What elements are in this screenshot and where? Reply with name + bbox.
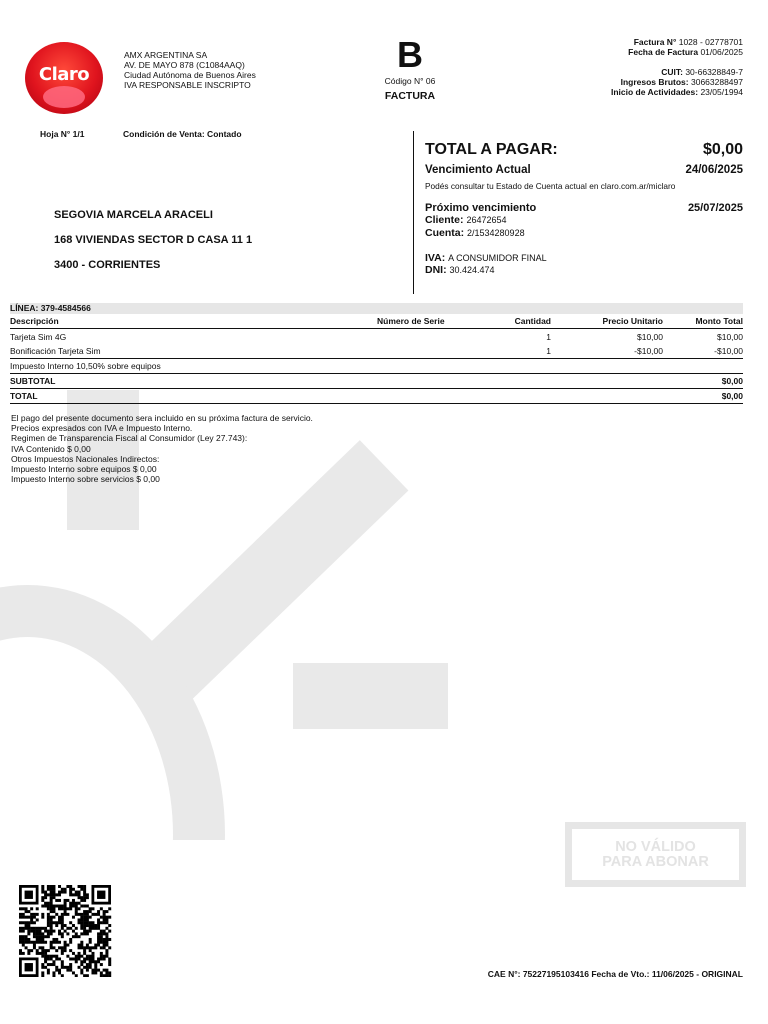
sale-condition: Condición de Venta: Contado — [123, 129, 242, 139]
customer-name: SEGOVIA MARCELA ARACELI — [54, 209, 213, 221]
line-number: LÍNEA: 379-4584566 — [10, 303, 743, 314]
iva-label: IVA: — [425, 252, 446, 264]
note-line: El pago del presente documento sera incluido en su próxima factura de servicio. — [11, 413, 313, 423]
invoice-letter: B — [397, 34, 423, 75]
row-total: $10,00 — [717, 331, 743, 342]
subtotal-row — [10, 374, 743, 389]
invoice-type: FACTURA — [384, 90, 436, 102]
dni-value: 30.424.474 — [449, 265, 495, 275]
cae-footer: CAE N°: 75227195103416 Fecha de Vto.: 11/06/2025 - ORIGINAL — [487, 969, 743, 979]
row-description: Bonificación Tarjeta Sim — [10, 346, 101, 356]
note-line: Impuesto Interno sobre servicios $ 0,00 — [11, 474, 160, 485]
iva-value: A CONSUMIDOR FINAL — [448, 253, 547, 263]
inicio-label: Inicio de Actividades: — [611, 87, 699, 97]
client-label: Cliente: — [425, 214, 464, 226]
customer-address: 168 VIVIENDAS SECTOR D CASA 11 1 — [54, 234, 253, 246]
issuer-name: AMX ARGENTINA SA — [124, 50, 208, 60]
fecha-label: Fecha de Factura — [628, 47, 699, 57]
issuer-block — [124, 50, 256, 90]
client-id — [425, 214, 743, 226]
internal-tax-text: Impuesto Interno 10,50% sobre equipos — [10, 361, 161, 371]
note-line: Otros Impuestos Nacionales Indirectos: — [11, 453, 160, 464]
subtotal-label: SUBTOTAL — [10, 376, 56, 386]
stamp-line-2: PARA ABONAR — [602, 853, 709, 870]
header-unit-price: Precio Unitario — [602, 316, 663, 326]
next-due-value: 25/07/2025 — [687, 202, 743, 214]
total-label: TOTAL — [10, 391, 38, 401]
table-header — [10, 314, 743, 329]
iva-status — [425, 252, 743, 264]
issuer-iva: IVA RESPONSABLE INSCRIPTO — [124, 80, 251, 90]
row-total: -$10,00 — [714, 346, 743, 356]
page-number: Hoja N° 1/1 — [40, 129, 85, 139]
cuit-label: CUIT: — [661, 67, 683, 77]
ib-label: Ingresos Brutos: — [620, 77, 689, 87]
logo-text: Claro — [38, 64, 90, 85]
client-value: 26472654 — [466, 215, 507, 225]
total-row — [10, 389, 743, 404]
internal-tax-row — [10, 359, 743, 374]
stamp-line-1: NO VÁLIDO — [615, 838, 696, 855]
total-value: $0,00 — [721, 391, 743, 401]
customer-city: 3400 - CORRIENTES — [54, 259, 161, 271]
table-row — [10, 329, 743, 344]
account-id — [425, 227, 743, 239]
subtotal-value: $0,00 — [721, 376, 743, 386]
header-quantity: Cantidad — [514, 316, 551, 326]
items-table — [10, 303, 743, 404]
account-value: 2/1534280928 — [467, 228, 525, 238]
invoice-code: Código N° 06 — [384, 76, 436, 86]
total-to-pay-value: $0,00 — [702, 141, 743, 158]
row-quantity: 1 — [546, 331, 551, 342]
row-unit-price: $10,00 — [637, 331, 663, 342]
current-due — [425, 164, 743, 176]
issuer-city: Ciudad Autónoma de Buenos Aires — [124, 70, 256, 80]
row-description: Tarjeta Sim 4G — [10, 331, 67, 342]
account-label: Cuenta: — [425, 227, 465, 239]
issuer-address: AV. DE MAYO 878 (C1084AAQ) — [124, 60, 245, 70]
row-unit-price: -$10,00 — [634, 346, 663, 356]
invoice-info — [611, 37, 743, 97]
note-line: Regimen de Transparencia Fiscal al Consumidor (Ley 27.743): — [11, 433, 248, 444]
ib-value: 30663288497 — [690, 77, 743, 87]
header-serial: Número de Serie — [377, 316, 445, 326]
total-to-pay — [425, 141, 743, 159]
dni-label: DNI: — [425, 264, 447, 276]
current-due-value: 24/06/2025 — [685, 164, 743, 176]
note-line: IVA Contenido $ 0,00 — [11, 443, 91, 454]
divider — [413, 131, 414, 294]
row-quantity: 1 — [546, 346, 551, 356]
total-to-pay-label: TOTAL A PAGAR: — [425, 141, 558, 158]
claro-logo — [25, 42, 103, 114]
dni — [425, 264, 743, 276]
header-description: Descripción — [10, 316, 59, 326]
next-due-label: Próximo vencimiento — [425, 202, 537, 214]
cuit-value: 30-66328849-7 — [685, 67, 743, 77]
watermark-dash — [293, 663, 448, 729]
current-due-label: Vencimiento Actual — [425, 164, 531, 176]
header-total: Monto Total — [695, 316, 743, 326]
table-row — [10, 344, 743, 359]
note-line: Precios expresados con IVA e Impuesto Interno. — [11, 423, 193, 434]
factura-label: Factura N° — [633, 37, 677, 47]
account-note: Podés consultar tu Estado de Cuenta actual en claro.com.ar/miclaro — [425, 181, 676, 191]
factura-number: 1028 - 02778701 — [678, 37, 743, 47]
next-due — [425, 202, 743, 214]
logo-glow — [43, 86, 85, 108]
note-line: Impuesto Interno sobre equipos $ 0,00 — [11, 464, 157, 475]
qr-code-icon — [16, 885, 114, 977]
not-valid-stamp — [565, 822, 746, 887]
fiscal-notes — [11, 413, 313, 484]
inicio-value: 23/05/1994 — [700, 87, 743, 97]
fecha-value: 01/06/2025 — [700, 47, 743, 57]
